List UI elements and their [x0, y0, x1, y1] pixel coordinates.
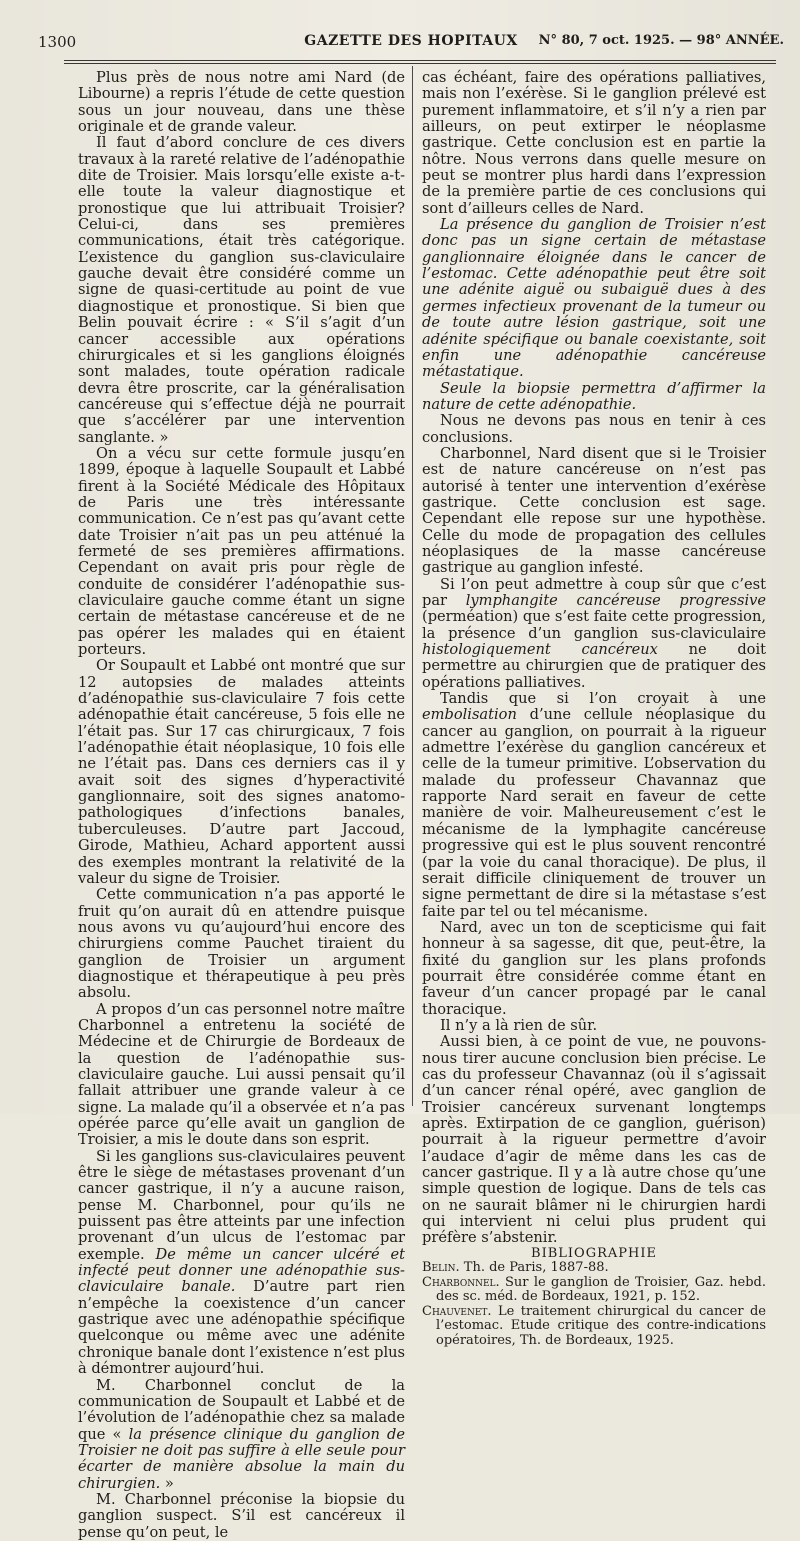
paragraph: Il n’y a là rien de sûr.	[440, 1016, 598, 1034]
issue-info: N° 80, 7 oct. 1925. — 98° ANNÉE.	[538, 33, 784, 48]
header-rule-double	[64, 63, 776, 64]
bib-text: Le traitement chirurgical du cancer de l’estomac. Etude critique des contre-indications opératoires, Th. de Bordeaux, 1925.	[436, 1303, 766, 1348]
journal-title: GAZETTE DES HOPITAUX	[304, 33, 518, 49]
text-run: d’une cellule néoplasique du cancer au ganglion, on pourrait à la rigueur admettre l’exérèse du ganglion cancéreux et celle de la tumeur primitive. L’observation du malade du professeur Chavannaz que rapporte Nard serait en faveur de cette manière de voir. Malheureusement c’est le mécanisme de la lymphagite cancéreuse progressive qui est le plus souvent rencontré (par la voie du canal thoracique). De plus, il serait difficile cliniquement de trouver un signe permettant de dire si la métastase s’est faite par tel ou tel mécanisme.	[422, 706, 766, 920]
paragraph: M. Charbonnel conclut de la communication de Soupault et Labbé et de l’évolution de l’adénopathie chez sa malade que « la présence clinique du ganglion de Troisier ne doit pas suffire à elle seule pour écarter de manière absolue la main du chirurgien. »	[78, 1376, 405, 1492]
bibliography-entry	[422, 1261, 766, 1276]
italic-run: la présence clinique du ganglion de Troisier ne doit pas suffire à elle seule pour écarter de manière absolue la main du chirurgien.	[78, 1425, 405, 1492]
bib-author: Belin.	[422, 1260, 460, 1276]
column-divider	[412, 66, 413, 1106]
bib-text: Th. de Paris, 1887-88.	[459, 1260, 609, 1276]
header-rule	[64, 60, 776, 61]
italic-run: histologiquement cancéreux	[422, 641, 658, 659]
page-header	[38, 33, 784, 55]
bibliography-entry	[422, 1305, 766, 1349]
right-column	[422, 70, 766, 1348]
italic-run: embolisation	[422, 706, 517, 724]
bib-author: Charbonnel.	[422, 1274, 500, 1290]
text-run: Si les ganglions sus-claviculaires peuvent être le siège de métastases provenant d’un cancer gastrique, il n’y a aucune raison, pense M. Charbonnel, pour qu’ils ne puissent pas être atteints par une infection provenant d’un ulcus de l’estomac par exemple.	[78, 1147, 405, 1263]
paragraph: On a vécu sur cette formule jusqu’en 1899, époque à laquelle Soupault et Labbé firent à la Société Médicale des Hôpitaux de Paris une très intéressante communication. Ce n’est pas qu’avant cette date Troisier n’ait pas un peu atténué la fermeté de ses premières affirmations. Cependant on avait pris pour règle de conduite de considérer l’adénopathie sus-claviculaire gauche comme étant un signe certain de métastase cancéreuse et de ne pas opérer les malades qui en étaient porteurs.	[78, 444, 405, 659]
paragraph: Plus près de nous notre ami Nard (de Libourne) a repris l’étude de cette question sous un jour nouveau, dans une thèse originale et de grande valeur.	[78, 69, 405, 136]
paragraph: Or Soupault et Labbé ont montré que sur 12 autopsies de malades atteints d’adénopathie sus-claviculaire 7 fois cette adénopathie était cancéreuse, 5 fois elle ne l’était pas. Sur 17 cas chirurgicaux, 7 fois l’adénopathie était néoplasique, 10 fois elle ne l’était pas. Dans ces derniers cas il y avait soit des signes d’hyperactivité ganglionnaire, soit des signes anatomo-pathologiques d’infections banales, tuberculeuses. D’autre part Jaccoud, Girode, Mathieu, Achard apportent aussi des exemples montrant la relativité de la valeur du signe de Troisier.	[78, 657, 405, 887]
paragraph: Nous ne devons pas nous en tenir à ces conclusions.	[422, 412, 766, 446]
bibliography-entry	[422, 1276, 766, 1305]
page-number: 1300	[38, 33, 77, 51]
text-run: M. Charbonnel conclut de la communication de Soupault et Labbé et de l’évolution de l’adénopathie chez sa malade que «	[78, 1376, 405, 1443]
bib-author: Chauvenet.	[422, 1303, 492, 1319]
paragraph: cas échéant, faire des opérations palliatives, mais non l’exérèse. Si le ganglion prélevé est purement inflammatoire, et s’il n’y a rien par ailleurs, on peut extirper le néoplasme gastrique. Cette conclusion est en partie la nôtre. Nous verrons dans quelle mesure on peut se montrer plus hardi dans l’expression de la première partie de ces conclusions qui sont d’ailleurs celles de Nard.	[422, 69, 766, 217]
bib-text: Sur le ganglion de Troisier, Gaz. hebd. des sc. méd. de Bordeaux, 1921, p. 152.	[436, 1274, 766, 1305]
paragraph: Cette communication n’a pas apporté le fruit qu’on aurait dû en attendre puisque nous avons vu qu’aujourd’hui encore des chirurgiens comme Pauchet tiraient du ganglion de Troisier un argument diagnostique et thérapeutique à peu près absolu.	[78, 886, 405, 1002]
paragraph	[78, 1149, 405, 1378]
paragraph	[422, 577, 766, 691]
italic-run: De même un cancer ulcéré et infecté peut donner une adénopathie sus-claviculaire banale.	[78, 1245, 405, 1296]
paragraph	[422, 691, 766, 920]
paragraph: Charbonnel, Nard disent que si le Troisier est de nature cancéreuse on n’est pas autorisé à tenter une intervention d’exérèse gastrique. Cette conclusion est sage. Cependant elle repose sur une hypothèse. Celle du mode de propagation des cellules néoplasiques de la masse cancéreuse gastrique au ganglion infesté.	[422, 444, 766, 577]
paragraph: Il faut d’abord conclure de ces divers travaux à la rareté relative de l’adénopathie dite de Troisier. Mais lorsqu’elle existe a-t-elle toute la valeur diagnostique et pronostique que lui attribuait Troisier? Celui-ci, dans ses premières communications, était très catégorique. L’existence du ganglion sus-claviculaire gauche devait être considéré comme un signe de quasi-certitude au point de vue diagnostique et pronostique. Si bien que Belin pouvait écrire : « S’il s’agit d’un cancer accessible aux opérations chirurgicales et si les ganglions éloignés sont malades, toute opération radicale devra être proscrite, car la généralisation cancéreuse qui s’effectue déjà ne pourrait que s’accélérer par une intervention sanglante. »	[78, 134, 405, 446]
bibliography-title: BIBLIOGRAPHIE	[531, 1245, 657, 1261]
text-run: ne doit permettre au chirurgien que de pratiquer des opérations palliatives.	[422, 641, 766, 691]
paragraph: Aussi bien, à ce point de vue, ne pouvons-nous tirer aucune conclusion bien précise. Le cas du professeur Chavannaz (où il s’agissait d’un cancer rénal opéré, avec ganglion de Troisier cancéreux survenant longtemps après. Extirpation de ce ganglion, guérison) pourrait à la rigueur permettre d’avoir l’audace d’agir de même dans les cas de cancer gastrique. Il y a là autre chose qu’une simple question de logique. Dans de tels cas on ne saurait blâmer ni le chirurgien hardi qui intervient ni celui plus prudent qui préfère s’abstenir.	[422, 1033, 766, 1247]
text-run: Tandis que si l’on croyait à une	[440, 690, 766, 708]
text-run: Si l’on peut admettre à coup sûr que c’est par	[422, 575, 766, 609]
text-run: D’autre part rien n’empêche la coexistence d’un cancer gastrique avec une adénopathie spécifique quelconque ou même avec une adénite chronique banale dont l’existence n’est plus à démontrer aujourd’hui.	[78, 1278, 405, 1378]
italic-run: lymphangite cancéreuse progressive	[465, 592, 766, 609]
bibliography	[422, 1247, 766, 1349]
left-column	[78, 70, 405, 1541]
paragraph-italic: La présence du ganglion de Troisier n’est donc pas un signe certain de métastase ganglionnaire éloignée dans le cancer de l’estomac. Cette adénopathie peut être soit une adénite aiguë ou subaiguë dues à des germes infectieux provenant de la tumeur ou de toute autre lésion gastrique, soit une adénite spécifique ou banale coexistante, soit enfin une adénopathie cancéreuse métastatique.	[422, 216, 766, 381]
paragraph: M. Charbonnel préconise la biopsie du ganglion suspect. S’il est cancéreux il pense qu’on peut, le	[78, 1490, 405, 1541]
text-run: (perméation) que s’est faite cette progression, la présence d’un ganglion sus-claviculaire	[422, 608, 766, 642]
paragraph: A propos d’un cas personnel notre maître Charbonnel a entretenu la société de Médecine et de Chirurgie de Bordeaux de la question de l’adénopathie sus-claviculaire gauche. Lui aussi pensait qu’il fallait attribuer une grande valeur à ce signe. La malade qu’il a observée et n’a pas opérée parce qu’elle avait un ganglion de Troisier, a mis le doute dans son esprit.	[78, 1000, 405, 1149]
paragraph-italic: Seule la biopsie permettra d’affirmer la nature de cette adénopathie.	[422, 379, 766, 413]
paragraph: Nard, avec un ton de scepticisme qui fait honneur à sa sagesse, dit que, peut-être, la fixité du ganglion sur les plans profonds pourrait être considérée comme étant en faveur d’un cancer propagé par le canal thoracique.	[422, 918, 766, 1018]
